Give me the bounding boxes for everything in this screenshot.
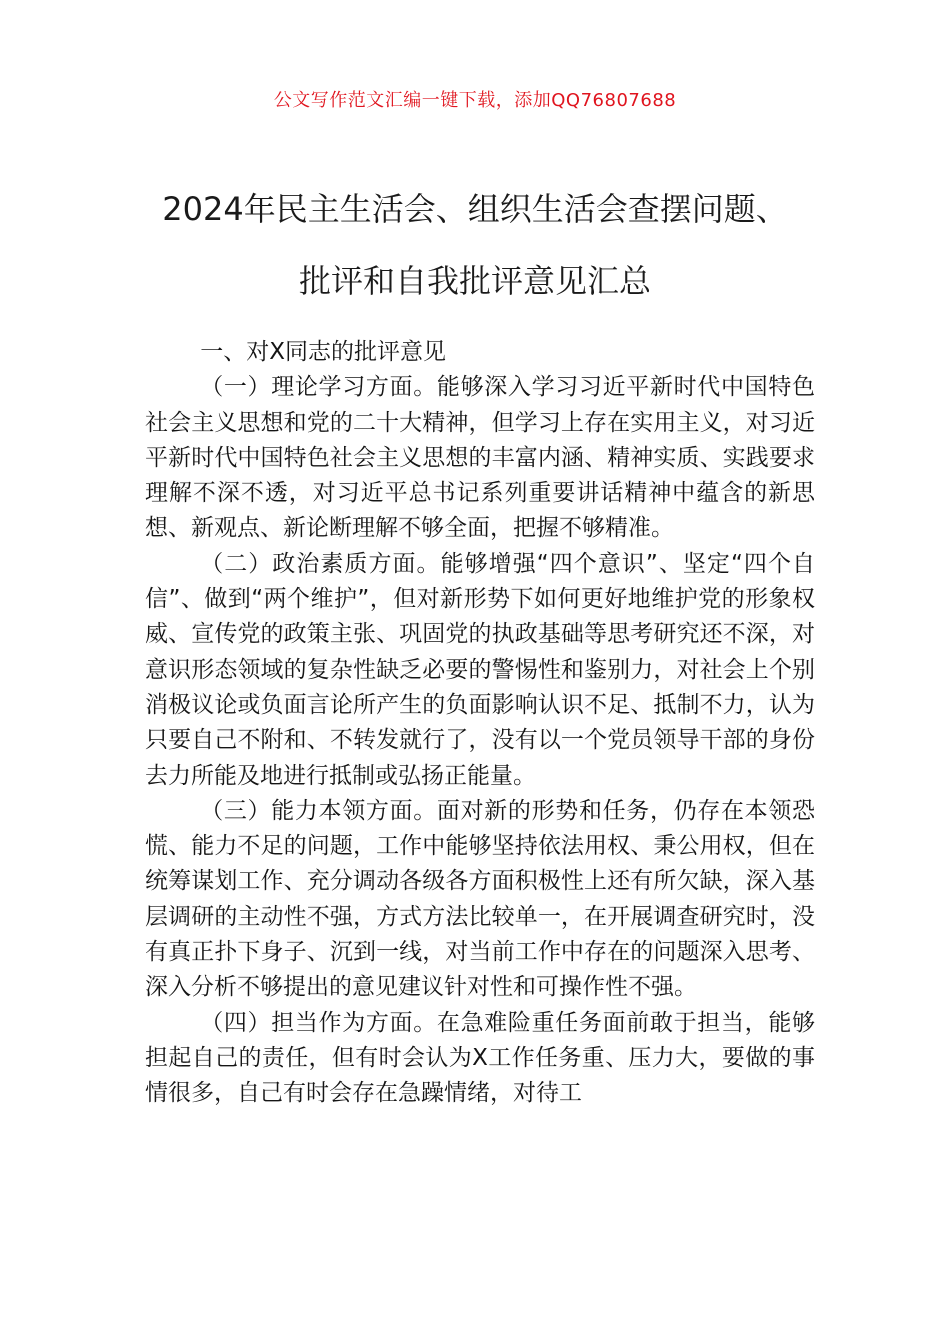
paragraph-responsibility: （四）担当作为方面。在急难险重任务面前敢于担当，能够担起自己的责任，但有时会认为X工作任务重、压力大，要做的事情很多，自己有时会存在急躁情绪，对待工 — [145, 1009, 815, 1107]
paragraph-political-quality: （二）政治素质方面。能够增强“四个意识”、坚定“四个自信”、做到“两个维护”，但对新形势下如何更好地维护党的形象权威、宣传党的政策主张、巩固党的执政基础等思考研究还不深，对意识形态领域的复杂性缺乏必要的警惕性和鉴别力，对社会上个别消极议论或负面言论所产生的负面影响认识不足、抵制不力，认为只要自己不附和、不转发就行了，没有以一个党员领导干部的身份去力所能及地进行抵制或弘扬正能量。 — [145, 550, 815, 789]
document-body — [145, 335, 815, 1112]
section-heading: 一、对X同志的批评意见 — [200, 339, 446, 365]
title-line-2: 批评和自我批评意见汇总 — [298, 262, 651, 301]
paragraph-ability: （三）能力本领方面。面对新的形势和任务，仍存在本领恐慌、能力不足的问题，工作中能够坚持依法用权、秉公用权，但在统筹谋划工作、充分调动各级各方面积极性上还有所欠缺，深入基层调研的主动性不强，方式方法比较单一，在开展调查研究时，没有真正扑下身子、沉到一线，对当前工作中存在的问题深入思考、深入分析不够提出的意见建议针对性和可操作性不强。 — [145, 797, 815, 1001]
document-title — [60, 173, 890, 317]
download-notice: 公文写作范文汇编一键下载，添加QQ76807688 — [273, 90, 677, 111]
title-line-1: 2024年民主生活会、组织生活会查摆问题、 — [162, 190, 788, 229]
paragraph-theory-study: （一）理论学习方面。能够深入学习习近平新时代中国特色社会主义思想和党的二十大精神，但学习上存在实用主义，对习近平新时代中国特色社会主义思想的丰富内涵、精神实质、实践要求理解不深不透，对习近平总书记系列重要讲话精神中蕴含的新思想、新观点、新论断理解不够全面，把握不够精准。 — [145, 374, 815, 542]
